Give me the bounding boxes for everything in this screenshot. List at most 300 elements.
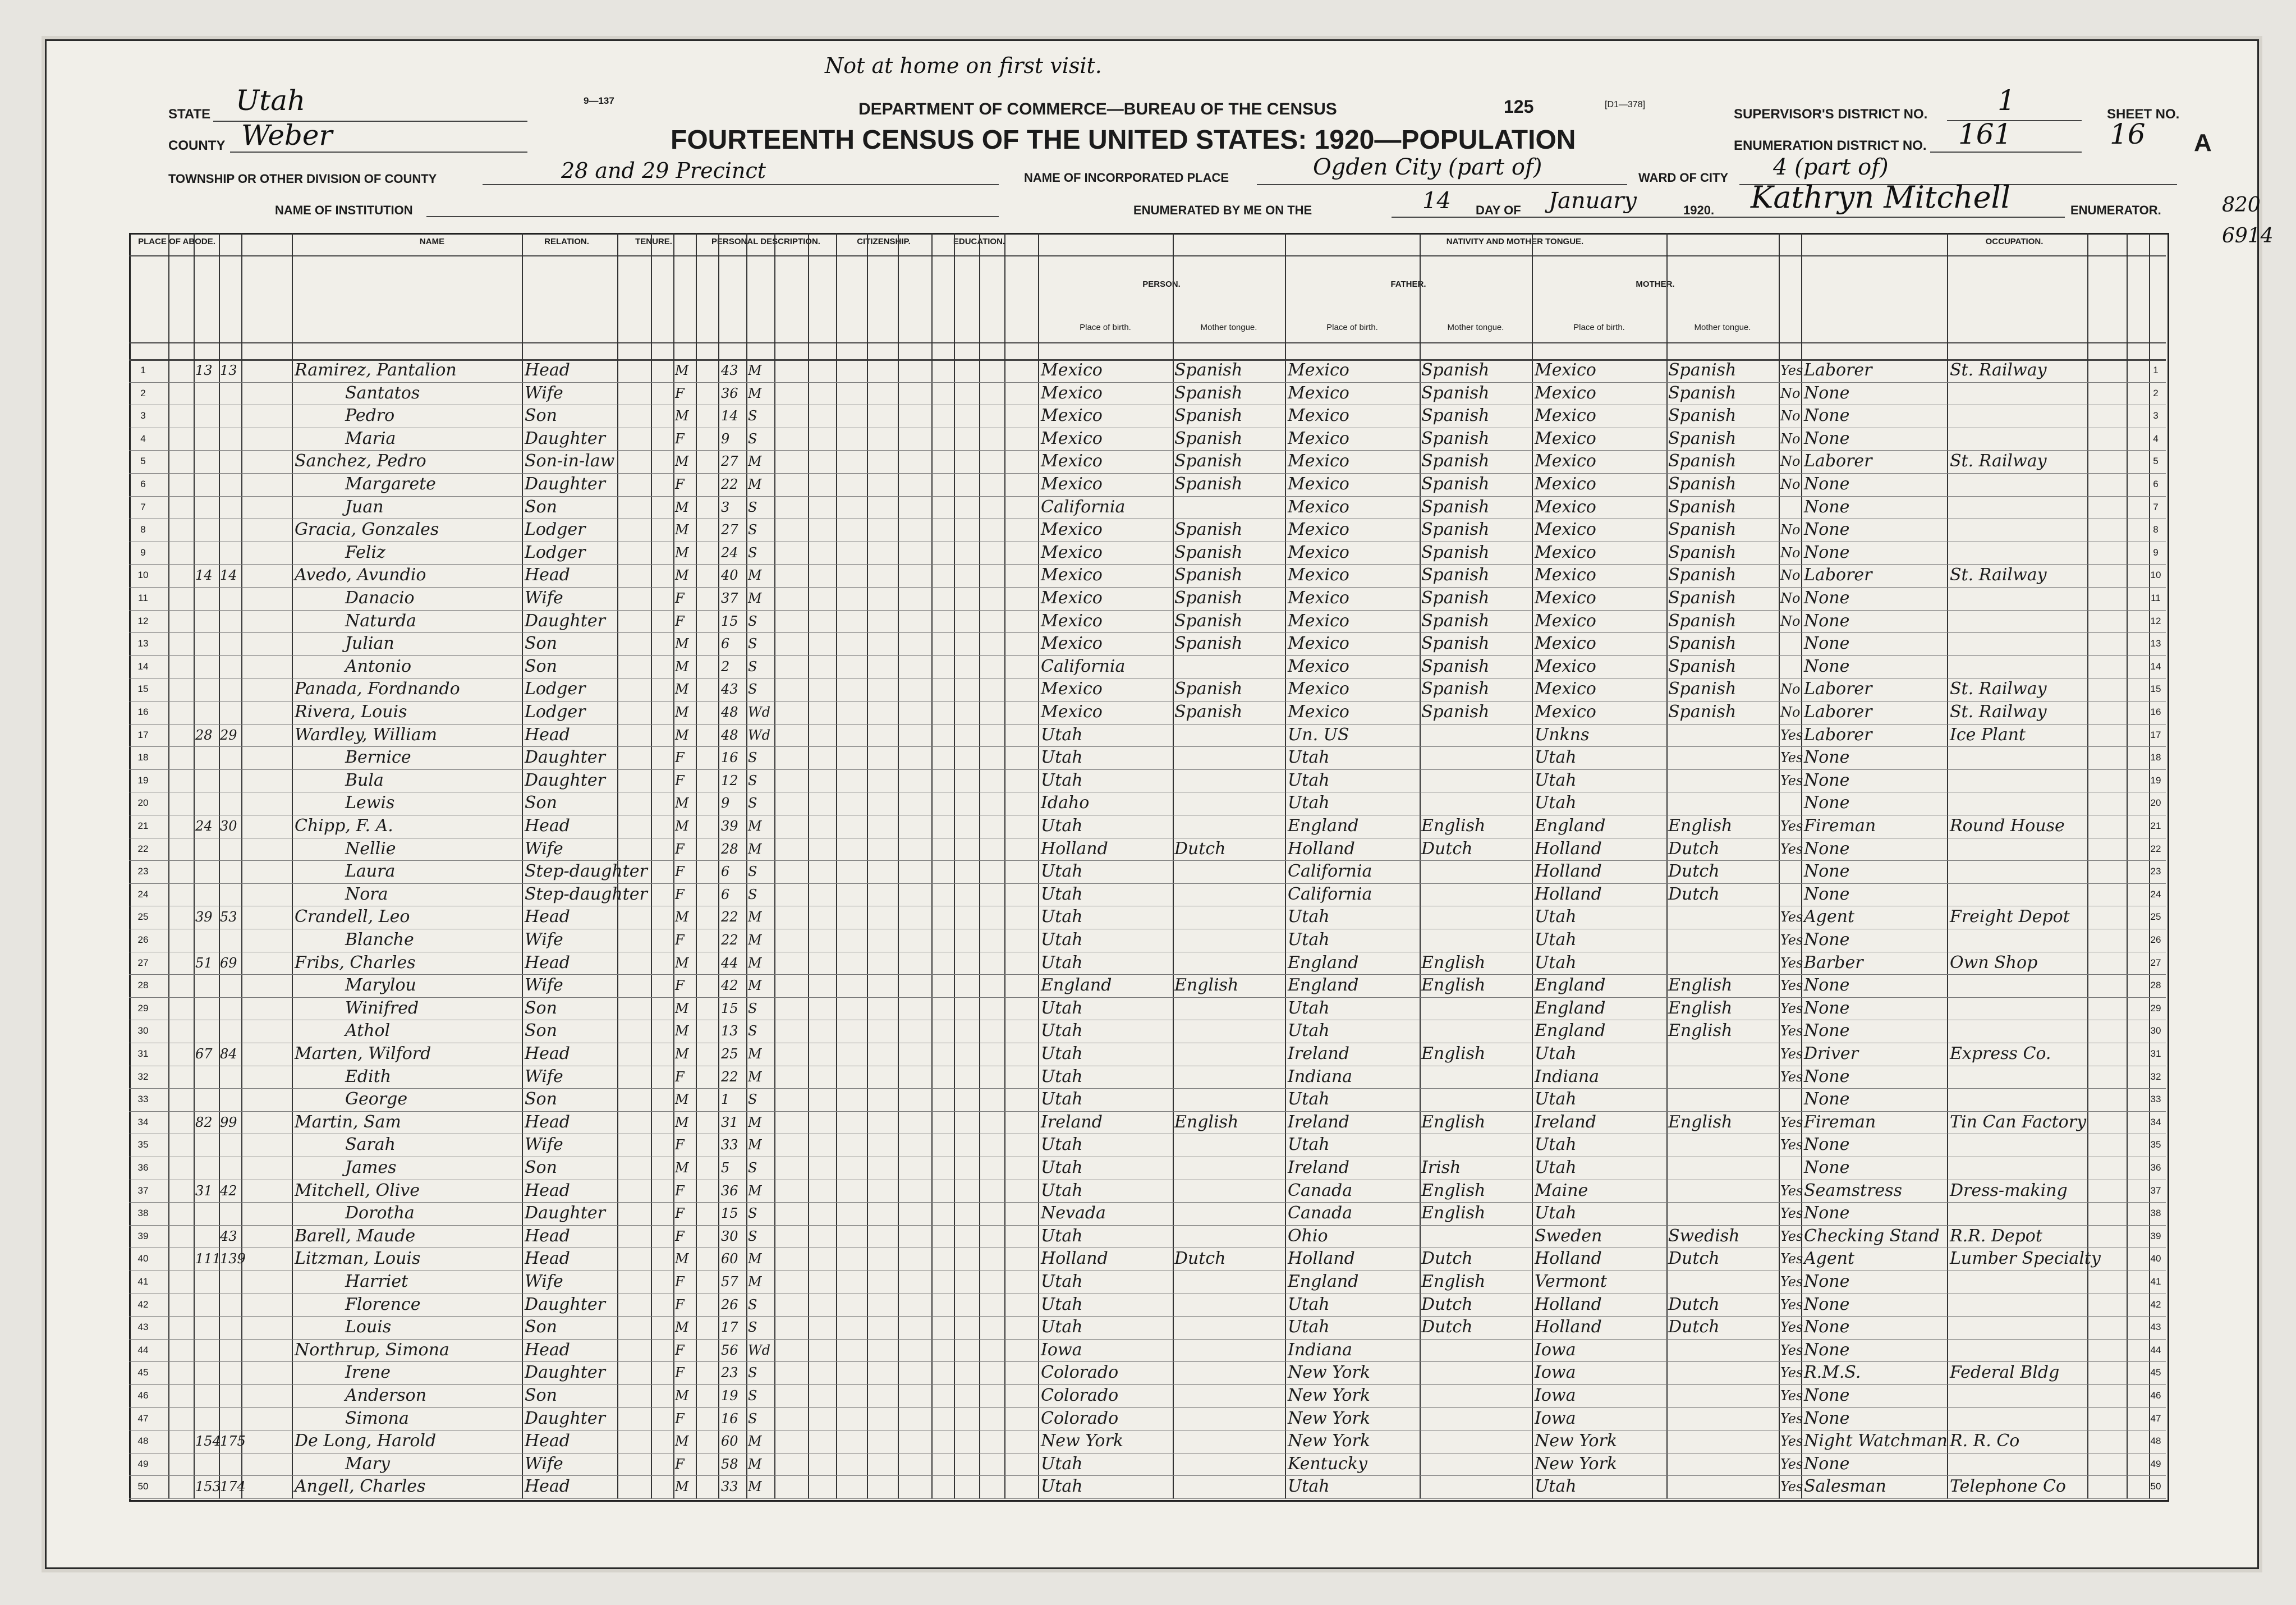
row-number: 16 (137, 707, 149, 717)
cell-trade: None (1804, 542, 1850, 562)
cell-rel: Wife (525, 1135, 563, 1155)
cell-rel: Wife (525, 975, 563, 996)
department-line: DEPARTMENT OF COMMERCE—BUREAU OF THE CENSUS (858, 100, 1337, 118)
cell-f-tongue: English (1421, 1180, 1486, 1200)
cell-age: 15 (721, 613, 738, 629)
cell-f-tongue: Spanish (1421, 679, 1490, 699)
cell-ms: M (748, 1433, 762, 1450)
cell-birth: Colorado (1041, 1386, 1119, 1405)
cell-f-birth: Holland (1288, 838, 1355, 859)
cell-f-birth: Utah (1288, 907, 1330, 927)
cell-ms: M (748, 1182, 762, 1199)
row-number: 6 (140, 479, 146, 489)
cell-name: Santatos (345, 383, 420, 403)
margin-note-2: 6914 (2222, 224, 2274, 247)
cell-rel: Son (525, 634, 557, 654)
cell-eng: No (1780, 476, 1801, 492)
tenure-head: TENURE. (635, 237, 672, 246)
cell-eng: Yes (1780, 1251, 1803, 1267)
cell-age: 17 (721, 1319, 738, 1336)
cell-family: 99 (220, 1114, 237, 1130)
cell-f-birth: Utah (1288, 930, 1330, 950)
cell-name: Litzman, Louis (295, 1249, 421, 1269)
cell-age: 60 (721, 1251, 738, 1267)
cell-trade: None (1804, 1317, 1850, 1337)
cell-family: 13 (220, 363, 237, 378)
row-number: 30 (137, 1025, 149, 1037)
cell-f-tongue: Spanish (1421, 542, 1490, 562)
row-number: 35 (137, 1139, 149, 1150)
cell-sex: M (675, 1433, 689, 1450)
cell-ms: S (748, 864, 757, 880)
cell-age: 26 (721, 1296, 738, 1313)
row-number: 24 (137, 888, 149, 900)
row-number: 32 (2150, 1071, 2161, 1082)
cell-name: Chipp, F. A. (295, 816, 393, 836)
cell-trade: None (1804, 770, 1850, 790)
cell-age: 56 (721, 1342, 738, 1358)
cell-sex: F (675, 750, 685, 766)
cell-name: Naturda (345, 611, 416, 631)
row-number: 27 (137, 957, 149, 968)
cell-age: 33 (721, 1479, 738, 1495)
cell-trade: Laborer (1804, 565, 1872, 585)
cell-name: Winifred (345, 998, 419, 1018)
cell-f-birth: Canada (1288, 1180, 1353, 1200)
cell-trade: None (1804, 748, 1850, 768)
cell-m-tongue: Spanish (1668, 542, 1737, 562)
cell-age: 36 (721, 385, 738, 401)
row-number: 50 (137, 1481, 149, 1492)
cell-m-birth: Mexico (1535, 451, 1596, 471)
cell-m-tongue: English (1668, 998, 1733, 1018)
cell-rel: Daughter (525, 611, 605, 631)
cell-ms: S (748, 1205, 757, 1222)
cell-sex: M (675, 955, 689, 971)
abode-head: PLACE OF ABODE. (138, 237, 215, 246)
cell-eng: Yes (1780, 1319, 1803, 1336)
cell-eng: No (1780, 590, 1801, 606)
cell-sex: F (675, 1296, 685, 1313)
cell-trade: None (1804, 383, 1850, 403)
row-number: 17 (2150, 729, 2161, 740)
cell-ms: S (748, 1092, 757, 1108)
cell-m-birth: Unkns (1535, 724, 1590, 745)
row-number: 48 (137, 1436, 149, 1447)
cell-birth: Utah (1041, 1044, 1083, 1063)
cell-trade: None (1804, 930, 1850, 950)
row-number: 8 (2153, 524, 2159, 535)
cell-trade: None (1804, 1158, 1850, 1177)
cell-m-birth: Holland (1535, 1294, 1602, 1314)
cell-age: 13 (721, 1023, 738, 1039)
row-number: 18 (137, 752, 149, 763)
census-title: FOURTEENTH CENSUS OF THE UNITED STATES: 1920—POPULATION (671, 125, 1576, 155)
cell-birth: Utah (1041, 724, 1083, 745)
cell-m-birth: Utah (1535, 1158, 1577, 1177)
cell-m-birth: Mexico (1535, 565, 1596, 585)
supervisor-value: 1 (1997, 84, 2015, 117)
cell-sex: F (675, 1182, 685, 1199)
cell-m-birth: Utah (1535, 770, 1577, 790)
cell-f-tongue: Spanish (1421, 588, 1490, 608)
cell-ms: S (748, 522, 757, 538)
cell-trade: None (1804, 1386, 1850, 1405)
cell-trade: None (1804, 1203, 1850, 1223)
cell-trade: None (1804, 1021, 1850, 1041)
cell-age: 40 (721, 567, 738, 584)
cell-sex: M (675, 1251, 689, 1267)
cell-tongue: Spanish (1174, 611, 1243, 631)
cell-eng: Yes (1780, 978, 1803, 994)
cell-f-tongue: Spanish (1421, 702, 1490, 722)
cell-sex: M (675, 818, 689, 834)
name-head: NAME (419, 237, 445, 246)
cell-name: Irene (345, 1363, 391, 1383)
cell-m-tongue: Spanish (1668, 656, 1737, 676)
cell-age: 22 (721, 909, 738, 925)
cell-name: Barell, Maude (295, 1226, 416, 1246)
cell-ms: S (748, 1365, 757, 1381)
row-number: 39 (2150, 1230, 2161, 1241)
cell-name: Northrup, Simona (295, 1340, 449, 1360)
cell-f-birth: Utah (1288, 748, 1330, 768)
row-number: 9 (140, 547, 146, 558)
cell-tongue: Spanish (1174, 428, 1243, 448)
cell-ms: M (748, 1137, 762, 1153)
cell-trade: None (1804, 634, 1850, 654)
institution-label: NAME OF INSTITUTION (275, 203, 413, 217)
cell-age: 1 (721, 1092, 730, 1108)
cell-m-tongue: Spanish (1668, 520, 1737, 540)
cell-trade: None (1804, 406, 1850, 426)
cell-dwelling: 24 (195, 818, 213, 834)
cell-sex: M (675, 1114, 689, 1130)
cell-industry: St. Railway (1950, 360, 2047, 380)
cell-sex: F (675, 1069, 685, 1085)
row-number: 7 (140, 501, 146, 512)
cell-age: 25 (721, 1046, 738, 1062)
cell-age: 5 (721, 1160, 730, 1176)
cell-name: Gracia, Gonzales (295, 520, 439, 540)
cell-dwelling: 67 (195, 1046, 213, 1062)
cell-name: Marylou (345, 975, 416, 996)
cell-m-birth: Mexico (1535, 634, 1596, 654)
cell-dwelling: 28 (195, 727, 213, 743)
row-number: 24 (2150, 888, 2161, 900)
cell-birth: Colorado (1041, 1363, 1119, 1383)
cell-industry: St. Railway (1950, 702, 2047, 722)
cell-f-tongue: Spanish (1421, 406, 1490, 426)
year-text: 1920. (1683, 203, 1715, 217)
row-number: 45 (137, 1367, 149, 1378)
row-number: 5 (2153, 456, 2159, 467)
cell-age: 14 (721, 408, 738, 424)
cell-age: 2 (721, 658, 730, 675)
cell-dwelling: 51 (195, 955, 213, 971)
row-number: 3 (140, 410, 146, 421)
cell-name: Lewis (345, 793, 395, 813)
cell-ms: S (748, 613, 757, 629)
cell-trade: None (1804, 520, 1850, 540)
row-number: 11 (2151, 593, 2161, 603)
row-number: 16 (2150, 707, 2161, 717)
cell-rel: Son (525, 998, 557, 1018)
cell-m-birth: Utah (1535, 748, 1577, 768)
cell-name: Feliz (345, 542, 385, 562)
cell-eng: Yes (1780, 932, 1803, 948)
cell-birth: Colorado (1041, 1408, 1119, 1428)
cell-rel: Lodger (525, 702, 586, 722)
row-number: 10 (137, 570, 149, 581)
row-number: 41 (137, 1276, 149, 1287)
cell-ms: M (748, 476, 762, 492)
cell-age: 6 (721, 886, 730, 902)
cell-m-birth: Mexico (1535, 360, 1596, 380)
cell-eng: Yes (1780, 1023, 1803, 1039)
row-number: 23 (2150, 866, 2161, 877)
cell-m-tongue: Spanish (1668, 634, 1737, 654)
cell-age: 33 (721, 1137, 738, 1153)
cell-sex: M (675, 1046, 689, 1062)
citizenship-head: CITIZENSHIP. (857, 237, 911, 246)
cell-f-birth: Ireland (1288, 1112, 1349, 1132)
cell-tongue: Dutch (1174, 1249, 1226, 1269)
cell-birth: California (1041, 656, 1126, 676)
cell-birth: California (1041, 497, 1126, 517)
cell-sex: F (675, 886, 685, 902)
cell-ms: M (748, 955, 762, 971)
cell-name: Blanche (345, 930, 414, 950)
cell-f-tongue: Dutch (1421, 1294, 1473, 1314)
cell-rel: Head (525, 907, 571, 927)
ward-value: 4 (part of) (1773, 154, 1889, 180)
cell-birth: Utah (1041, 770, 1083, 790)
cell-m-tongue: Spanish (1668, 451, 1737, 471)
cell-eng: Yes (1780, 1069, 1803, 1085)
enumerator-label: ENUMERATOR. (2070, 203, 2161, 217)
cell-industry: St. Railway (1950, 451, 2047, 471)
cell-birth: Mexico (1041, 542, 1103, 562)
cell-trade: Laborer (1804, 702, 1872, 722)
cell-industry: R. R. Co (1950, 1431, 2020, 1451)
cell-industry: Federal Bldg (1950, 1363, 2060, 1383)
cell-eng: Yes (1780, 1410, 1803, 1427)
cell-m-birth: Iowa (1535, 1340, 1576, 1360)
cell-f-tongue: Spanish (1421, 611, 1490, 631)
cell-ms: S (748, 681, 757, 698)
cell-rel: Daughter (525, 1363, 605, 1383)
cell-f-birth: California (1288, 861, 1372, 882)
cell-rel: Head (525, 1226, 571, 1246)
cell-f-tongue: Spanish (1421, 565, 1490, 585)
cell-birth: Utah (1041, 1272, 1083, 1291)
cell-ms: S (748, 658, 757, 675)
cell-trade: None (1804, 793, 1850, 813)
cell-rel: Daughter (525, 1408, 605, 1428)
cell-m-tongue: Spanish (1668, 497, 1737, 517)
cell-name: Nora (345, 884, 388, 904)
cell-m-birth: Mexico (1535, 542, 1596, 562)
cell-ms: M (748, 1274, 762, 1290)
margin-note-1: 820 (2222, 194, 2261, 217)
cell-industry: Ice Plant (1950, 724, 2026, 745)
cell-sex: F (675, 932, 685, 948)
row-number: 35 (2150, 1139, 2161, 1150)
cell-ms: S (748, 1023, 757, 1039)
cell-f-birth: Canada (1288, 1203, 1353, 1223)
row-number: 29 (137, 1002, 149, 1014)
cell-age: 27 (721, 453, 738, 470)
cell-birth: Mexico (1041, 383, 1103, 403)
cell-m-tongue: Spanish (1668, 474, 1737, 494)
cell-trade: None (1804, 861, 1850, 882)
cell-age: 30 (721, 1228, 738, 1244)
cell-m-birth: Utah (1535, 1044, 1577, 1063)
cell-eng: Yes (1780, 1205, 1803, 1222)
cell-f-birth: Mexico (1288, 497, 1349, 517)
cell-m-birth: Mexico (1535, 611, 1596, 631)
cell-f-birth: California (1288, 884, 1372, 904)
cell-f-tongue: Spanish (1421, 474, 1490, 494)
nativity-head: NATIVITY AND MOTHER TONGUE. (1446, 237, 1584, 246)
visit-annotation: Not at home on first visit. (825, 53, 1102, 78)
cell-ms: M (748, 932, 762, 948)
cell-birth: Utah (1041, 1294, 1083, 1314)
cell-sex: M (675, 704, 689, 720)
row-number: 15 (137, 684, 149, 695)
row-number: 49 (137, 1458, 149, 1469)
cell-m-birth: Iowa (1535, 1408, 1576, 1428)
cell-sex: M (675, 363, 689, 378)
cell-m-birth: England (1535, 816, 1606, 836)
cell-m-birth: Mexico (1535, 474, 1596, 494)
cell-sex: M (675, 1160, 689, 1176)
row-number: 32 (137, 1071, 149, 1082)
cell-f-birth: Ohio (1288, 1226, 1328, 1246)
cell-trade: None (1804, 1294, 1850, 1314)
cell-ms: Wd (748, 704, 771, 720)
sheet-label: SHEET NO. (2107, 107, 2180, 122)
cell-f-tongue: English (1421, 952, 1486, 973)
cell-rel: Wife (525, 383, 563, 403)
row-number: 12 (2150, 615, 2161, 626)
cell-family: 84 (220, 1046, 237, 1062)
cell-m-tongue: Dutch (1668, 1294, 1720, 1314)
cell-m-birth: Utah (1535, 930, 1577, 950)
cell-name: Crandell, Leo (295, 907, 410, 927)
cell-birth: Iowa (1041, 1340, 1082, 1360)
cell-m-tongue: Dutch (1668, 1317, 1720, 1337)
cell-name: Panada, Fordnando (295, 679, 460, 699)
cell-f-birth: Utah (1288, 1135, 1330, 1155)
row-number: 39 (137, 1230, 149, 1241)
cell-industry: Telephone Co (1950, 1476, 2066, 1497)
form-code: [D1—378] (1605, 100, 1646, 109)
cell-age: 22 (721, 1069, 738, 1085)
row-number: 37 (137, 1185, 149, 1196)
cell-birth: Utah (1041, 1476, 1083, 1497)
cell-tongue: Spanish (1174, 520, 1243, 540)
cell-sex: F (675, 1137, 685, 1153)
cell-f-birth: Kentucky (1288, 1453, 1367, 1474)
township-label: TOWNSHIP OR OTHER DIVISION OF COUNTY (168, 172, 437, 186)
cell-sex: M (675, 453, 689, 470)
cell-name: Louis (345, 1317, 392, 1337)
cell-f-birth: Ireland (1288, 1158, 1349, 1177)
cell-sex: M (675, 727, 689, 743)
row-number: 18 (2150, 752, 2161, 763)
cell-tongue: Dutch (1174, 838, 1226, 859)
cell-f-tongue: Spanish (1421, 360, 1490, 380)
cell-birth: Utah (1041, 1180, 1083, 1200)
cell-rel: Wife (525, 930, 563, 950)
cell-rel: Son (525, 1021, 557, 1041)
cell-dwelling: 153 (195, 1479, 221, 1495)
cell-sex: M (675, 499, 689, 515)
cell-age: 60 (721, 1433, 738, 1450)
cell-name: George (345, 1089, 408, 1109)
cell-m-birth: Vermont (1535, 1272, 1607, 1291)
row-number: 44 (2150, 1344, 2161, 1355)
row-number: 36 (2150, 1162, 2161, 1173)
cell-m-tongue: English (1668, 1112, 1733, 1132)
cell-f-birth: Utah (1288, 1317, 1330, 1337)
cell-trade: Night Watchman (1804, 1431, 1948, 1451)
cell-rel: Son (525, 497, 557, 517)
row-number: 29 (2150, 1002, 2161, 1014)
cell-dwelling: 39 (195, 909, 213, 925)
cell-age: 23 (721, 1365, 738, 1381)
cell-age: 57 (721, 1274, 738, 1290)
cell-birth: Utah (1041, 1135, 1083, 1155)
cell-f-birth: Utah (1288, 998, 1330, 1018)
cell-rel: Wife (525, 838, 563, 859)
cell-m-birth: Utah (1535, 1476, 1577, 1497)
row-number: 4 (140, 433, 146, 444)
cell-rel: Daughter (525, 1203, 605, 1223)
cell-dwelling: 14 (195, 567, 213, 584)
day-label: DAY OF (1476, 203, 1521, 217)
cell-trade: None (1804, 1272, 1850, 1291)
father-head: FATHER. (1390, 279, 1426, 289)
cell-eng: Yes (1780, 1182, 1803, 1199)
cell-m-birth: Holland (1535, 861, 1602, 882)
cell-m-tongue: Spanish (1668, 702, 1737, 722)
cell-rel: Head (525, 1044, 571, 1063)
cell-eng: Yes (1780, 1479, 1803, 1495)
cell-ms: S (748, 636, 757, 652)
cell-ms: S (748, 795, 757, 811)
cell-eng: Yes (1780, 1000, 1803, 1016)
state-label: STATE (168, 107, 211, 122)
cell-eng: Yes (1780, 1296, 1803, 1313)
cell-age: 27 (721, 522, 738, 538)
cell-ms: S (748, 1296, 757, 1313)
cell-eng: Yes (1780, 841, 1803, 857)
row-number: 41 (2150, 1276, 2161, 1287)
cell-m-birth: Utah (1535, 1089, 1577, 1109)
cell-m-tongue: Spanish (1668, 565, 1737, 585)
cell-m-birth: Mexico (1535, 428, 1596, 448)
cell-family: 14 (220, 567, 237, 584)
row-number: 48 (2150, 1436, 2161, 1447)
day-value: 14 (1422, 188, 1451, 214)
cell-m-birth: Utah (1535, 907, 1577, 927)
cell-trade: Fireman (1804, 816, 1876, 836)
cell-ms: S (748, 750, 757, 766)
row-number: 40 (137, 1253, 149, 1264)
